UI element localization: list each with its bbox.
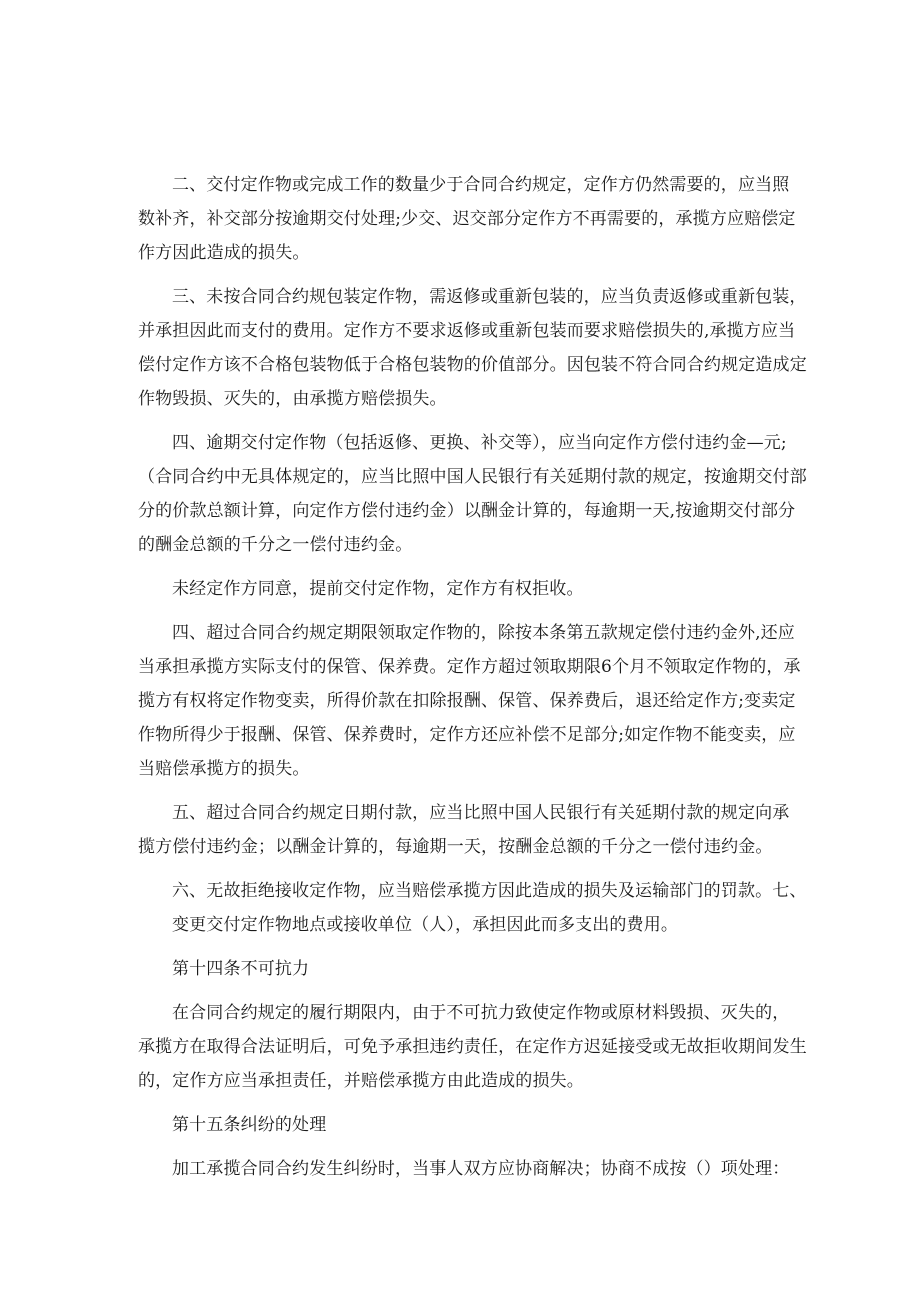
- text-line: 的，定作方应当承担责任，并赔偿承揽方由此造成的损失。: [138, 1071, 584, 1091]
- text-line: 作物所得少于报酬、保管、保养费时，定作方还应补偿不足部分;如定作物不能变卖，应: [138, 725, 796, 745]
- text-line: 偿付定作方该不合格包装物低于合格包装物的价值部分。因包装不符合同合约规定造成定: [138, 355, 807, 375]
- text-line: 承揽方在取得合法证明后，可免予承担违约责任，在定作方迟延接受或无故拒收期间发生: [138, 1037, 807, 1057]
- text-line: 的酬金总额的千分之一偿付违约金。: [138, 535, 413, 555]
- paragraph-dispute: [172, 1152, 792, 1186]
- heading-article-14: [172, 952, 792, 986]
- paragraph-force-majeure: [138, 996, 807, 1098]
- text-line: 揽方偿付违约金；以酬金计算的，每逾期一天，按酬金总额的千分之一偿付违约金。: [138, 837, 773, 857]
- text-line: 作方因此造成的损失。: [138, 243, 310, 263]
- paragraph-5-late-payment: [138, 796, 792, 864]
- text-line: 二、交付定作物或完成工作的数量少于合同合约规定，定作方仍然需要的，应当照: [172, 175, 790, 195]
- paragraph-6-refusal: [172, 874, 807, 942]
- text-line: （合同合约中无具体规定的，应当比照中国人民银行有关延期付款的规定，按逾期交付部: [138, 467, 807, 487]
- text-line: 数补齐，补交部分按逾期交付处理;少交、迟交部分定作方不再需要的，承揽方应赔偿定: [138, 209, 796, 229]
- text-line: 三、未按合同合约规包装定作物，需返修或重新包装的，应当负责返修或重新包装，: [172, 287, 807, 307]
- paragraph-4-late-delivery: [138, 426, 807, 562]
- text-line: 五、超过合同合约规定日期付款，应当比照中国人民银行有关延期付款的规定向承: [172, 803, 790, 823]
- paragraph-2-quantity-shortfall: [138, 168, 796, 270]
- text-line: 在合同合约规定的履行期限内，由于不可抗力致使定作物或原材料毁损、灭失的，: [172, 1003, 790, 1023]
- text-line: 作物毁损、灭失的，由承揽方赔偿损失。: [138, 389, 447, 409]
- text-line: 加工承揽合同合约发生纠纷时，当事人双方应协商解决；协商不成按（）项处理：: [172, 1159, 790, 1179]
- text-line: 四、逾期交付定作物（包括返修、更换、补交等），应当向定作方偿付违约金—元;: [172, 433, 787, 453]
- text-line: 未经定作方同意，提前交付定作物，定作方有权拒收。: [172, 579, 584, 599]
- text-line: 并承担因此而支付的费用。定作方不要求返修或重新包装而要求赔偿损失的,承揽方应当: [138, 321, 796, 341]
- text-line: 当赔偿承揽方的损失。: [138, 759, 310, 779]
- paragraph-4b-late-pickup: [138, 616, 801, 786]
- text-line: 分的价款总额计算，向定作方偿付违约金）以酬金计算的，每逾期一天,按逾期交付部分: [138, 501, 796, 521]
- text-line: 四、超过合同合约规定期限领取定作物的，除按本条第五款规定偿付违约金外,还应: [172, 623, 795, 643]
- heading-article-15: [172, 1108, 792, 1142]
- paragraph-early-delivery: [172, 572, 792, 606]
- text-line: 六、无故拒绝接收定作物，应当赔偿承揽方因此造成的损失及运输部门的罚款。七、: [172, 881, 807, 901]
- text-line: 变更交付定作物地点或接收单位（人），承担因此而多支出的费用。: [172, 915, 678, 935]
- section-heading: 第十五条纠纷的处理: [172, 1115, 327, 1135]
- text-line: 揽方有权将定作物变卖，所得价款在扣除报酬、保管、保养费后，退还给定作方;变卖定: [138, 691, 796, 711]
- section-heading: 第十四条不可抗力: [172, 959, 310, 979]
- paragraph-3-packaging: [138, 280, 807, 416]
- text-line: 当承担承揽方实际支付的保管、保养费。定作方超过领取期限6个月不领取定作物的，承: [138, 657, 801, 677]
